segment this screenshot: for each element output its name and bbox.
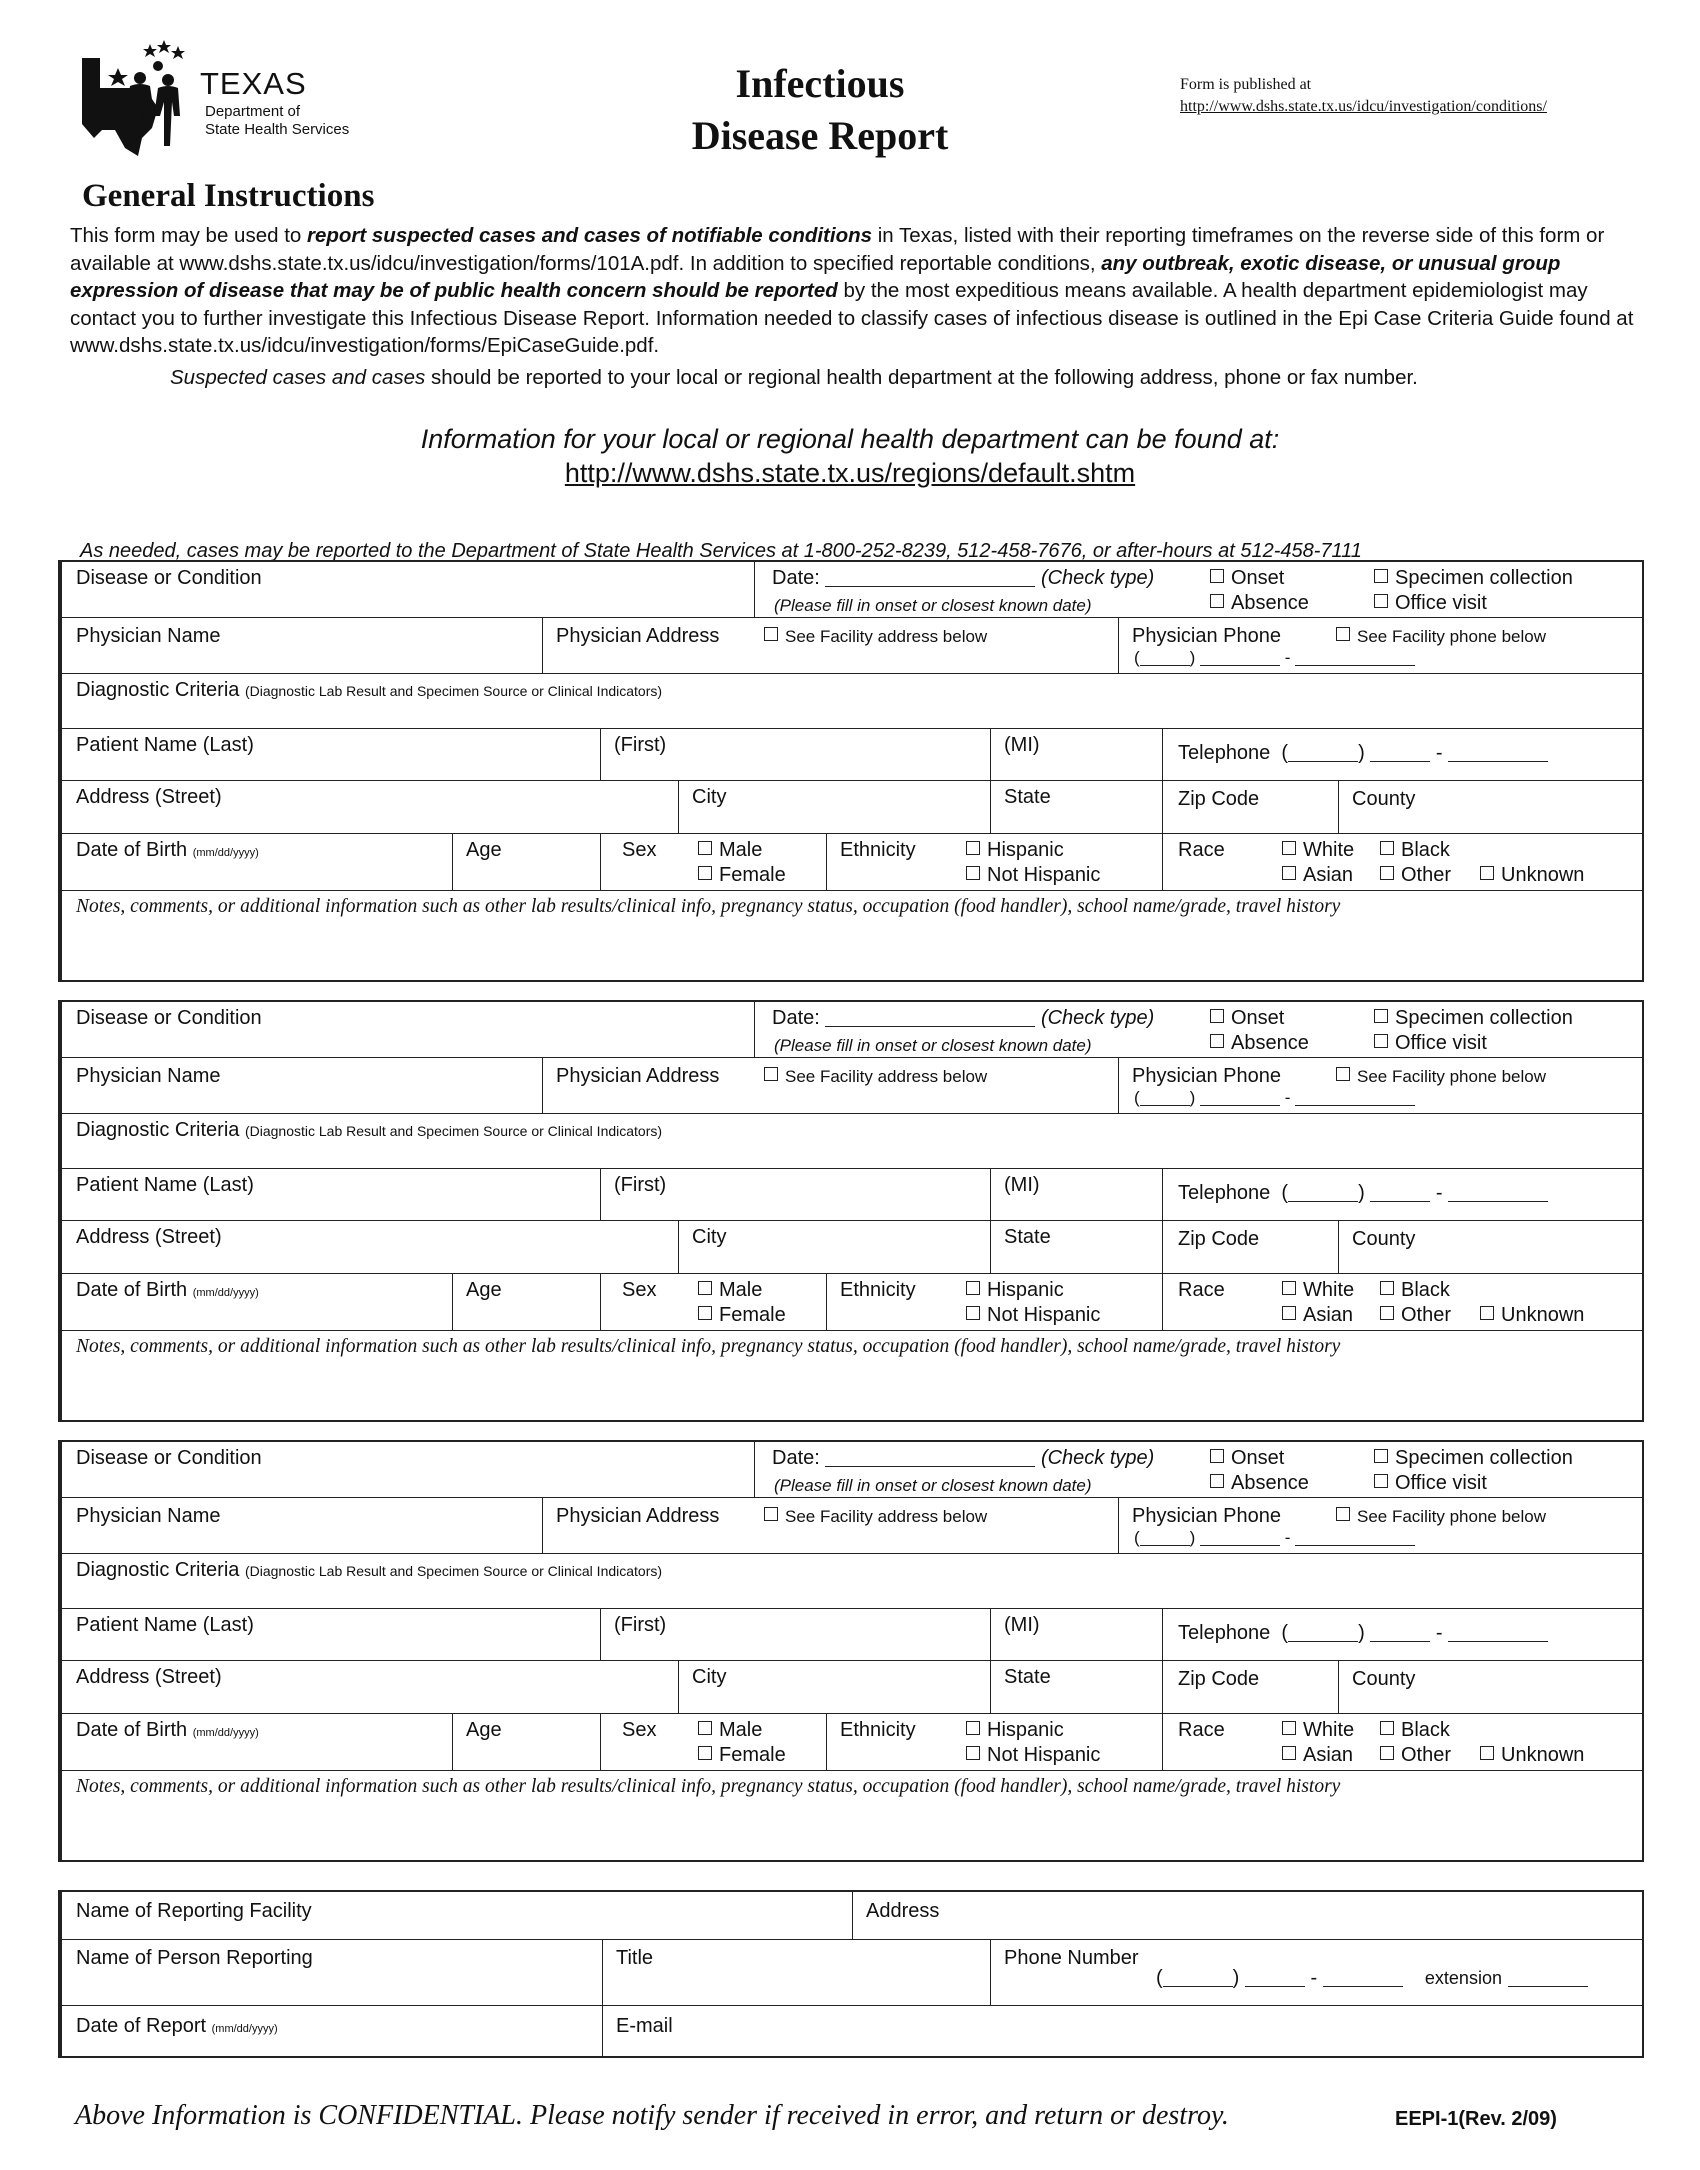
see-facility-phone-checkbox[interactable]: See Facility phone below bbox=[1336, 627, 1546, 647]
diagnostic-criteria-field[interactable]: Diagnostic Criteria (Diagnostic Lab Result and Specimen Source or Clinical Indicators) bbox=[76, 679, 663, 701]
patient-first-name-field[interactable]: (First) bbox=[614, 734, 667, 756]
date-field[interactable]: Date: (Check type) bbox=[772, 1447, 1155, 1469]
person-reporting-field[interactable]: Name of Person Reporting bbox=[76, 1947, 313, 1969]
absence-checkbox[interactable]: Absence bbox=[1210, 1032, 1309, 1055]
hispanic-checkbox[interactable]: Hispanic bbox=[966, 1279, 1064, 1302]
patient-last-name-field[interactable]: Patient Name (Last) bbox=[76, 1614, 254, 1636]
diagnostic-row bbox=[62, 1113, 1642, 1169]
physician-address-label: Physician Address bbox=[556, 1065, 720, 1087]
physician-phone-field[interactable]: ( ) - bbox=[1134, 1527, 1415, 1548]
unknown-checkbox[interactable]: Unknown bbox=[1480, 864, 1584, 887]
diagnostic-row bbox=[62, 673, 1642, 729]
physician-phone-field[interactable]: ( ) - bbox=[1134, 647, 1415, 668]
specimen-checkbox[interactable]: Specimen collection bbox=[1374, 1007, 1573, 1030]
zip-code-field[interactable]: Zip Code bbox=[1178, 1228, 1260, 1250]
dob-field[interactable]: Date of Birth (mm/dd/yyyy) bbox=[76, 839, 259, 861]
email-field[interactable]: E-mail bbox=[616, 2015, 673, 2037]
physician-name-label: Physician Name bbox=[76, 625, 221, 647]
physician-phone-label: Physician Phone bbox=[1132, 625, 1281, 647]
onset-checkbox[interactable]: Onset bbox=[1210, 1007, 1284, 1030]
patient-name-row bbox=[62, 1168, 1642, 1221]
female-checkbox[interactable]: Female bbox=[698, 864, 786, 887]
absence-checkbox[interactable]: Absence bbox=[1210, 1472, 1309, 1495]
physician-phone-label: Physician Phone bbox=[1132, 1065, 1281, 1087]
fill-note: (Please fill in onset or closest known date) bbox=[774, 1476, 1092, 1495]
white-checkbox[interactable]: White bbox=[1282, 1279, 1354, 1302]
onset-checkbox[interactable]: Onset bbox=[1210, 1447, 1284, 1470]
telephone-field[interactable]: Telephone ( ) - bbox=[1178, 1182, 1548, 1205]
physician-address-label: Physician Address bbox=[556, 1505, 720, 1527]
title-line-1: Infectious bbox=[735, 61, 905, 106]
notes-field[interactable]: Notes, comments, or additional information such as other lab results/clinical info, pregnancy status, occupation (food handler), school name/grade, travel history bbox=[76, 1336, 1341, 1357]
instructions-body: This form may be used to report suspected cases and cases of notifiable conditions in Texas, listed with their reporting timeframes on the reverse side of this form or available at www.dshs.state.tx.us/idcu/investigation/forms/101A.pdf. In addition to specified reportable conditions, any outbreak, exotic disease, or unusual group expression of disease that may be of public health concern should be reported by the most expeditious means available. A health department epidemiologist may contact you to further investigate this Infectious Disease Report. Information needed to classify cases of infectious disease is outlined in the Epi Case Criteria Guide found at www.dshs.state.tx.us/idcu/investigation/forms/EpiCaseGuide.pdf. bbox=[70, 224, 1634, 357]
patient-address-row bbox=[62, 1220, 1642, 1274]
physician-name-label: Physician Name bbox=[76, 1065, 221, 1087]
other-checkbox[interactable]: Other bbox=[1380, 1744, 1451, 1767]
patient-address-row bbox=[62, 780, 1642, 834]
other-checkbox[interactable]: Other bbox=[1380, 1304, 1451, 1327]
regional-info-link[interactable]: http://www.dshs.state.tx.us/regions/default.shtm bbox=[564, 458, 1136, 488]
person-row bbox=[62, 1939, 1642, 2006]
hispanic-checkbox[interactable]: Hispanic bbox=[966, 839, 1064, 862]
date-field[interactable]: Date: (Check type) bbox=[772, 567, 1155, 589]
ethnicity-label: Ethnicity bbox=[840, 1279, 916, 1301]
patient-first-name-field[interactable]: (First) bbox=[614, 1614, 667, 1636]
fill-note: (Please fill in onset or closest known date) bbox=[774, 1036, 1092, 1055]
office-visit-checkbox[interactable]: Office visit bbox=[1374, 592, 1487, 615]
patient-name-row bbox=[62, 728, 1642, 781]
ethnicity-label: Ethnicity bbox=[840, 1719, 916, 1741]
date-field[interactable]: Date: (Check type) bbox=[772, 1007, 1155, 1029]
asian-checkbox[interactable]: Asian bbox=[1282, 1744, 1353, 1767]
not-hispanic-checkbox[interactable]: Not Hispanic bbox=[966, 1304, 1100, 1327]
case-report-form-1 bbox=[60, 560, 1644, 982]
patient-first-name-field[interactable]: (First) bbox=[614, 1174, 667, 1196]
county-field[interactable]: County bbox=[1352, 788, 1416, 810]
reporting-facility-field[interactable]: Name of Reporting Facility bbox=[76, 1900, 312, 1922]
case-report-form-3 bbox=[60, 1440, 1644, 1862]
logo-sub-2: State Health Services bbox=[205, 121, 350, 138]
physician-phone-label: Physician Phone bbox=[1132, 1505, 1281, 1527]
county-field[interactable]: County bbox=[1352, 1228, 1416, 1250]
male-checkbox[interactable]: Male bbox=[698, 839, 762, 862]
instructions-heading: General Instructions bbox=[82, 178, 375, 214]
age-field[interactable]: Age bbox=[466, 1279, 502, 1301]
race-label: Race bbox=[1178, 839, 1225, 861]
disease-label: Disease or Condition bbox=[76, 1007, 262, 1029]
city-field[interactable]: City bbox=[692, 1666, 727, 1688]
physician-name-label: Physician Name bbox=[76, 1505, 221, 1527]
title-field[interactable]: Title bbox=[616, 1947, 654, 1969]
diagnostic-row bbox=[62, 1553, 1642, 1609]
race-label: Race bbox=[1178, 1279, 1225, 1301]
absence-checkbox[interactable]: Absence bbox=[1210, 592, 1309, 615]
dob-field[interactable]: Date of Birth (mm/dd/yyyy) bbox=[76, 1719, 259, 1741]
address-street-field[interactable]: Address (Street) bbox=[76, 1226, 222, 1248]
black-checkbox[interactable]: Black bbox=[1380, 1719, 1450, 1742]
specimen-checkbox[interactable]: Specimen collection bbox=[1374, 567, 1573, 590]
asian-checkbox[interactable]: Asian bbox=[1282, 1304, 1353, 1327]
telephone-field[interactable]: Telephone ( ) - bbox=[1178, 1622, 1548, 1645]
address-street-field[interactable]: Address (Street) bbox=[76, 1666, 222, 1688]
date-of-report-field[interactable]: Date of Report (mm/dd/yyyy) bbox=[76, 2015, 278, 2037]
male-checkbox[interactable]: Male bbox=[698, 1719, 762, 1742]
disease-row bbox=[62, 1002, 1642, 1058]
title-line-2: Disease Report bbox=[691, 113, 949, 158]
onset-checkbox[interactable]: Onset bbox=[1210, 567, 1284, 590]
state-field[interactable]: State bbox=[1004, 786, 1051, 808]
diagnostic-criteria-field[interactable]: Diagnostic Criteria (Diagnostic Lab Result and Specimen Source or Clinical Indicators) bbox=[76, 1559, 663, 1581]
phone-number-field[interactable]: ( ) - extension bbox=[1156, 1967, 1588, 1990]
see-facility-address-checkbox[interactable]: See Facility address below bbox=[764, 1507, 987, 1527]
logo-text: TEXAS bbox=[200, 66, 307, 101]
patient-mi-field[interactable]: (MI) bbox=[1004, 1614, 1040, 1636]
zip-code-field[interactable]: Zip Code bbox=[1178, 788, 1260, 810]
sex-label: Sex bbox=[622, 839, 657, 861]
white-checkbox[interactable]: White bbox=[1282, 1719, 1354, 1742]
physician-row bbox=[62, 1057, 1642, 1114]
sex-label: Sex bbox=[622, 1279, 657, 1301]
not-hispanic-checkbox[interactable]: Not Hispanic bbox=[966, 1744, 1100, 1767]
facility-address-field[interactable]: Address bbox=[866, 1900, 940, 1922]
form-number: EEPI-1(Rev. 2/09) bbox=[1395, 2108, 1557, 2130]
star-icon bbox=[157, 40, 171, 53]
physician-phone-field[interactable]: ( ) - bbox=[1134, 1087, 1415, 1108]
unknown-checkbox[interactable]: Unknown bbox=[1480, 1744, 1584, 1767]
sex-label: Sex bbox=[622, 1719, 657, 1741]
see-facility-phone-checkbox[interactable]: See Facility phone below bbox=[1336, 1067, 1546, 1087]
state-field[interactable]: State bbox=[1004, 1666, 1051, 1688]
age-field[interactable]: Age bbox=[466, 839, 502, 861]
notes-field[interactable]: Notes, comments, or additional information such as other lab results/clinical info, pregnancy status, occupation (food handler), school name/grade, travel history bbox=[76, 896, 1341, 917]
notes-field[interactable]: Notes, comments, or additional information such as other lab results/clinical info, pregnancy status, occupation (food handler), school name/grade, travel history bbox=[76, 1776, 1341, 1797]
disease-row bbox=[62, 1442, 1642, 1498]
age-field[interactable]: Age bbox=[466, 1719, 502, 1741]
city-field[interactable]: City bbox=[692, 786, 727, 808]
ethnicity-label: Ethnicity bbox=[840, 839, 916, 861]
not-hispanic-checkbox[interactable]: Not Hispanic bbox=[966, 864, 1100, 887]
patient-address-row bbox=[62, 1660, 1642, 1714]
asian-checkbox[interactable]: Asian bbox=[1282, 864, 1353, 887]
disease-row bbox=[62, 562, 1642, 618]
see-facility-address-checkbox[interactable]: See Facility address below bbox=[764, 1067, 987, 1087]
race-label: Race bbox=[1178, 1719, 1225, 1741]
logo-subtitle bbox=[205, 103, 349, 139]
demographics-row bbox=[62, 1273, 1642, 1331]
physician-row bbox=[62, 1497, 1642, 1554]
case-report-form-2 bbox=[60, 1000, 1644, 1422]
city-field[interactable]: City bbox=[692, 1226, 727, 1248]
as-needed-note: As needed, cases may be reported to the Department of State Health Services at 1-800-252-8239, 512-458-7676, or after-hours at 512-458-7111 bbox=[80, 540, 1362, 562]
suspected-cases-note: Suspected cases and cases should be reported to your local or regional health department at the following address, phone or fax number. bbox=[170, 366, 1418, 389]
reporter-form bbox=[60, 1890, 1644, 2058]
published-url[interactable]: http://www.dshs.state.tx.us/idcu/investigation/conditions/ bbox=[1180, 98, 1547, 115]
published-note bbox=[1180, 74, 1547, 118]
demographics-row bbox=[62, 1713, 1642, 1771]
other-checkbox[interactable]: Other bbox=[1380, 864, 1451, 887]
zip-code-field[interactable]: Zip Code bbox=[1178, 1668, 1260, 1690]
facility-row bbox=[62, 1892, 1642, 1940]
star-icon bbox=[143, 44, 157, 57]
phone-number-label: Phone Number bbox=[1004, 1947, 1139, 1969]
unknown-checkbox[interactable]: Unknown bbox=[1480, 1304, 1584, 1327]
fill-note: (Please fill in onset or closest known date) bbox=[774, 596, 1092, 615]
patient-mi-field[interactable]: (MI) bbox=[1004, 734, 1040, 756]
dob-field[interactable]: Date of Birth (mm/dd/yyyy) bbox=[76, 1279, 259, 1301]
black-checkbox[interactable]: Black bbox=[1380, 839, 1450, 862]
patient-mi-field[interactable]: (MI) bbox=[1004, 1174, 1040, 1196]
specimen-checkbox[interactable]: Specimen collection bbox=[1374, 1447, 1573, 1470]
date-row bbox=[62, 2005, 1642, 2056]
star-icon bbox=[171, 46, 185, 59]
demographics-row bbox=[62, 833, 1642, 891]
confidential-note: Above Information is CONFIDENTIAL. Please notify sender if received in error, and return or destroy. bbox=[75, 2100, 1229, 2131]
office-visit-checkbox[interactable]: Office visit bbox=[1374, 1032, 1487, 1055]
telephone-field[interactable]: Telephone ( ) - bbox=[1178, 742, 1548, 765]
regional-info-line: Information for your local or regional health department can be found at: bbox=[420, 424, 1280, 454]
patient-last-name-field[interactable]: Patient Name (Last) bbox=[76, 1174, 254, 1196]
disease-label: Disease or Condition bbox=[76, 567, 262, 589]
see-facility-phone-checkbox[interactable]: See Facility phone below bbox=[1336, 1507, 1546, 1527]
female-checkbox[interactable]: Female bbox=[698, 1304, 786, 1327]
office-visit-checkbox[interactable]: Office visit bbox=[1374, 1472, 1487, 1495]
white-checkbox[interactable]: White bbox=[1282, 839, 1354, 862]
male-checkbox[interactable]: Male bbox=[698, 1279, 762, 1302]
published-label: Form is published at bbox=[1180, 76, 1312, 93]
hispanic-checkbox[interactable]: Hispanic bbox=[966, 1719, 1064, 1742]
state-field[interactable]: State bbox=[1004, 1226, 1051, 1248]
physician-row bbox=[62, 617, 1642, 674]
physician-address-label: Physician Address bbox=[556, 625, 720, 647]
female-checkbox[interactable]: Female bbox=[698, 1744, 786, 1767]
diagnostic-criteria-field[interactable]: Diagnostic Criteria (Diagnostic Lab Result and Specimen Source or Clinical Indicators) bbox=[76, 1119, 663, 1141]
black-checkbox[interactable]: Black bbox=[1380, 1279, 1450, 1302]
logo-sub-1: Department of bbox=[205, 103, 301, 120]
address-street-field[interactable]: Address (Street) bbox=[76, 786, 222, 808]
patient-last-name-field[interactable]: Patient Name (Last) bbox=[76, 734, 254, 756]
see-facility-address-checkbox[interactable]: See Facility address below bbox=[764, 627, 987, 647]
disease-label: Disease or Condition bbox=[76, 1447, 262, 1469]
page-title bbox=[620, 58, 1020, 162]
star-icon bbox=[108, 68, 128, 86]
county-field[interactable]: County bbox=[1352, 1668, 1416, 1690]
patient-name-row bbox=[62, 1608, 1642, 1661]
